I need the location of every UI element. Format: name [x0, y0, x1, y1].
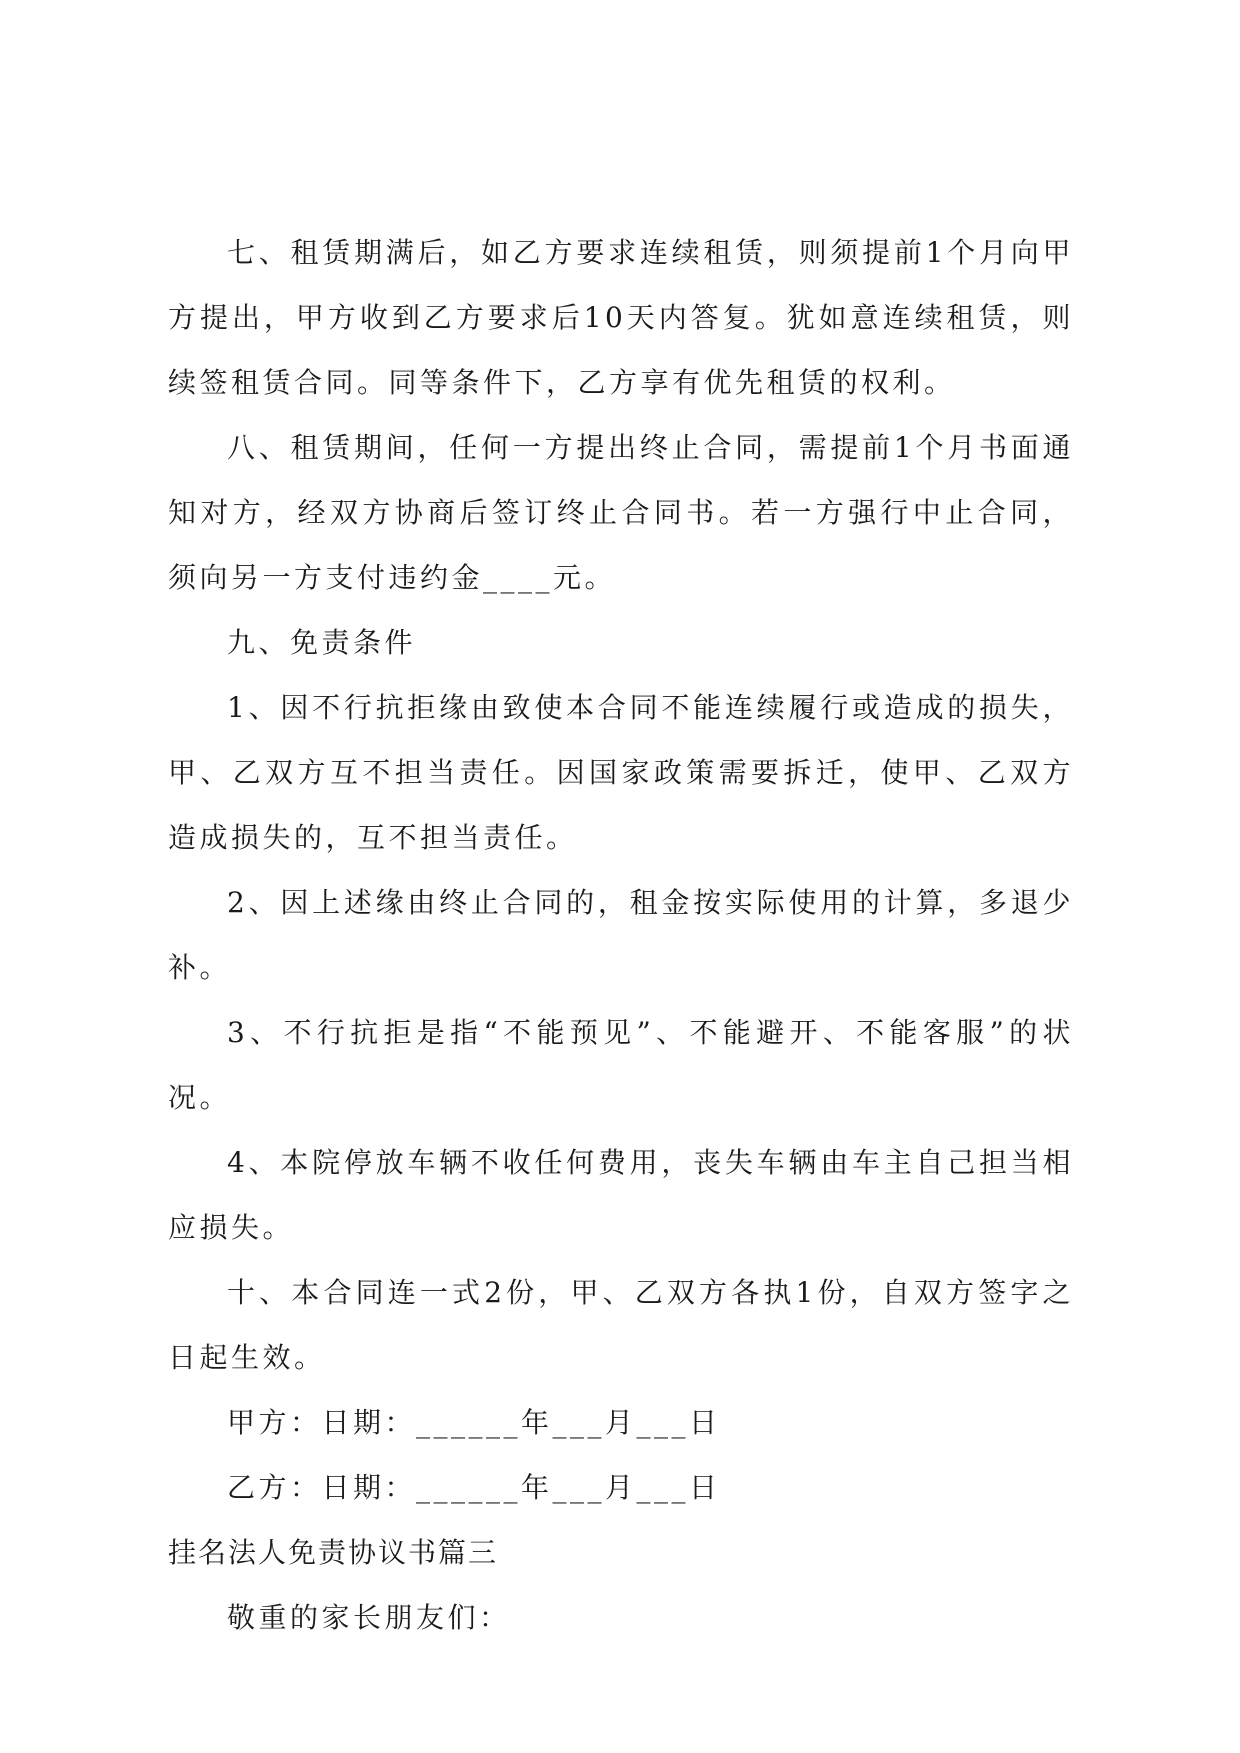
clause-nine-item-2: 2、因上述缘由终止合同的，租金按实际使用的计算，多退少补。: [168, 886, 1074, 984]
party-a-signature-line: 甲方：日期：______年___月___日: [227, 1406, 721, 1439]
document-body: [168, 220, 1074, 1650]
section-title: 挂名法人免责协议书篇三: [168, 1536, 499, 1569]
clause-nine-item-3: 3、不行抗拒是指“不能预见”、不能避开、不能客服”的状况。: [168, 1016, 1074, 1114]
clause-eight: 八、租赁期间，任何一方提出终止合同，需提前1个月书面通知对方，经双方协商后签订终止合同书。若一方强行中止合同，须向另一方支付违约金____元。: [168, 431, 1074, 594]
clause-nine-heading: 九、免责条件: [227, 626, 417, 659]
clause-nine-item-4: 4、本院停放车辆不收任何费用，丧失车辆由车主自己担当相应损失。: [168, 1146, 1074, 1244]
clause-ten: 十、本合同连一式2份，甲、乙双方各执1份，自双方签字之日起生效。: [168, 1276, 1074, 1374]
greeting: 敬重的家长朋友们：: [227, 1601, 511, 1634]
clause-nine-item-1: 1、因不行抗拒缘由致使本合同不能连续履行或造成的损失，甲、乙双方互不担当责任。因国家政策需要拆迁，使甲、乙双方造成损失的，互不担当责任。: [168, 691, 1074, 854]
clause-seven: 七、租赁期满后，如乙方要求连续租赁，则须提前1个月向甲方提出，甲方收到乙方要求后10天内答复。犹如意连续租赁，则续签租赁合同。同等条件下，乙方享有优先租赁的权利。: [168, 236, 1074, 399]
party-b-signature-line: 乙方：日期：______年___月___日: [227, 1471, 721, 1504]
